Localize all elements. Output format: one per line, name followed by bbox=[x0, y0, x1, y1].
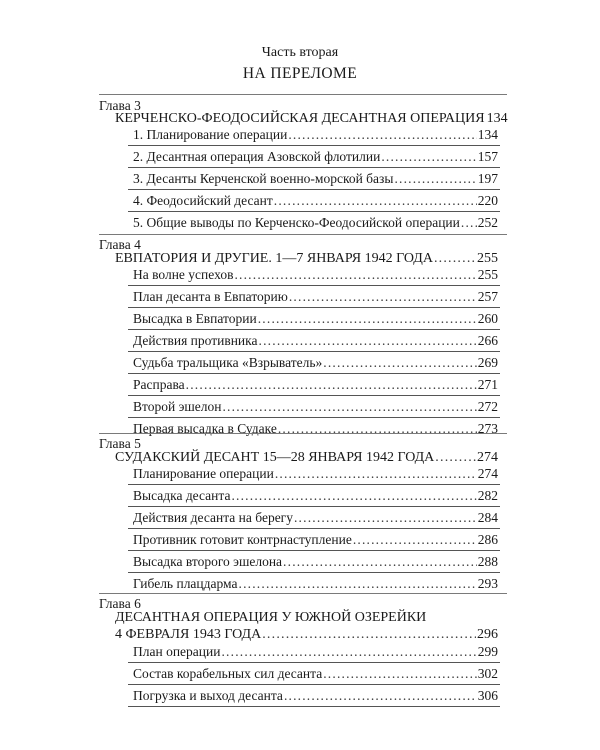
dot-leader bbox=[186, 376, 477, 394]
page-number: 273 bbox=[477, 421, 498, 436]
dot-leader bbox=[294, 509, 477, 527]
entry-title: 2. Десантная операция Азовской флотилии bbox=[133, 149, 381, 164]
divider bbox=[99, 593, 507, 594]
dot-leader bbox=[323, 665, 477, 683]
entry-title: Погрузка и выход десанта bbox=[133, 688, 283, 703]
dot-leader bbox=[353, 531, 477, 549]
toc-entry[interactable] bbox=[133, 354, 498, 372]
dot-leader bbox=[274, 192, 477, 210]
toc-entry[interactable] bbox=[133, 665, 498, 683]
divider bbox=[99, 433, 507, 434]
toc-entry[interactable] bbox=[133, 310, 498, 328]
chapter-4-label: Глава 4 bbox=[99, 237, 141, 252]
entry-underline bbox=[128, 506, 500, 507]
entry-underline bbox=[128, 189, 500, 190]
entry-underline bbox=[128, 145, 500, 146]
page-number: 286 bbox=[477, 532, 498, 547]
entry-underline bbox=[128, 373, 500, 374]
toc-entry[interactable] bbox=[133, 126, 498, 144]
entry-title: Действия десанта на берегу bbox=[133, 510, 293, 525]
entry-title: Состав корабельных сил десанта bbox=[133, 666, 323, 681]
chapter-6-label: Глава 6 bbox=[99, 596, 141, 611]
page-number: 260 bbox=[477, 311, 498, 326]
entry-title: Высадка десанта bbox=[133, 488, 231, 503]
dot-leader bbox=[258, 310, 477, 328]
page-number: 134 bbox=[486, 111, 508, 126]
entry-title: План десанта в Евпаторию bbox=[133, 289, 288, 304]
page-number: 272 bbox=[477, 399, 498, 414]
dot-leader bbox=[259, 332, 477, 350]
chapter-6-title-entry[interactable] bbox=[115, 626, 498, 644]
entry-underline bbox=[128, 395, 500, 396]
chapter-5-title: СУДАКСКИЙ ДЕСАНТ 15—28 ЯНВАРЯ 1942 ГОДА bbox=[115, 450, 435, 465]
toc-entry[interactable] bbox=[133, 575, 498, 593]
dot-leader bbox=[461, 214, 477, 232]
entry-underline bbox=[128, 417, 500, 418]
entry-underline bbox=[128, 484, 500, 485]
entry-title: Первая высадка в Судаке bbox=[133, 421, 277, 436]
page-number: 274 bbox=[477, 466, 498, 481]
entry-title: Второй эшелон bbox=[133, 399, 222, 414]
toc-entry[interactable] bbox=[133, 531, 498, 549]
toc-entry[interactable] bbox=[133, 266, 498, 284]
entry-underline bbox=[128, 550, 500, 551]
chapter-6-title-line2: 4 ФЕВРАЛЯ 1943 ГОДА bbox=[115, 627, 262, 642]
entry-underline bbox=[128, 684, 500, 685]
page-number: 255 bbox=[477, 267, 498, 282]
page-number: 269 bbox=[477, 355, 498, 370]
page-number: 284 bbox=[477, 510, 498, 525]
page-number: 288 bbox=[477, 554, 498, 569]
entry-title: 3. Десанты Керченской военно-морской базы bbox=[133, 171, 394, 186]
page-number: 296 bbox=[477, 627, 498, 642]
divider bbox=[99, 234, 507, 235]
entry-underline bbox=[128, 285, 500, 286]
chapter-4-title: ЕВПАТОРИЯ И ДРУГИЕ. 1—7 ЯНВАРЯ 1942 ГОДА bbox=[115, 251, 433, 266]
dot-leader bbox=[288, 126, 476, 144]
entry-title: Гибель плацдарма bbox=[133, 576, 238, 591]
toc-entry[interactable] bbox=[133, 643, 498, 661]
toc-entry[interactable] bbox=[133, 192, 498, 210]
chapter-5-label: Глава 5 bbox=[99, 436, 141, 451]
entry-underline bbox=[128, 706, 500, 707]
page-number: 252 bbox=[477, 215, 498, 230]
toc-entry[interactable] bbox=[133, 509, 498, 527]
entry-title: План операции bbox=[133, 644, 221, 659]
toc-entry[interactable] bbox=[133, 332, 498, 350]
page-number: 293 bbox=[477, 576, 498, 591]
entry-underline bbox=[128, 351, 500, 352]
toc-entry[interactable] bbox=[133, 465, 498, 483]
part-header bbox=[0, 44, 600, 84]
entry-underline bbox=[128, 572, 500, 573]
dot-leader bbox=[275, 465, 477, 483]
divider bbox=[99, 94, 507, 95]
entry-underline bbox=[128, 211, 500, 212]
chapter-3-label: Глава 3 bbox=[99, 98, 141, 113]
part-label: Часть вторая bbox=[261, 45, 339, 60]
entry-title: На волне успехов bbox=[133, 267, 234, 282]
page-number: 220 bbox=[477, 193, 498, 208]
dot-leader bbox=[262, 626, 476, 644]
toc-entry[interactable] bbox=[133, 214, 498, 232]
entry-title: Расправа bbox=[133, 377, 185, 392]
page-number: 157 bbox=[477, 149, 498, 164]
entry-title: 5. Общие выводы по Керченско-Феодосийской операции bbox=[133, 215, 460, 230]
page-number: 282 bbox=[477, 488, 498, 503]
entry-title: Высадка в Евпатории bbox=[133, 311, 257, 326]
dot-leader bbox=[381, 148, 476, 166]
toc-entry[interactable] bbox=[133, 398, 498, 416]
chapter-3-title: КЕРЧЕНСКО-ФЕОДОСИЙСКАЯ ДЕСАНТНАЯ ОПЕРАЦИЯ bbox=[115, 111, 485, 126]
toc-entry[interactable] bbox=[133, 487, 498, 505]
dot-leader bbox=[323, 354, 476, 372]
toc-entry[interactable] bbox=[133, 376, 498, 394]
dot-leader bbox=[234, 266, 476, 284]
page-number: 274 bbox=[477, 450, 498, 465]
entry-underline bbox=[128, 662, 500, 663]
entry-underline bbox=[128, 329, 500, 330]
dot-leader bbox=[284, 687, 477, 705]
entry-title: Действия противника bbox=[133, 333, 258, 348]
dot-leader bbox=[239, 575, 477, 593]
dot-leader bbox=[283, 553, 477, 571]
page-number: 257 bbox=[477, 289, 498, 304]
entry-underline bbox=[128, 528, 500, 529]
part-title: НА ПЕРЕЛОМЕ bbox=[242, 65, 358, 82]
chapter-6-title-line1: ДЕСАНТНАЯ ОПЕРАЦИЯ У ЮЖНОЙ ОЗЕРЕЙКИ bbox=[115, 610, 427, 625]
page-number: 271 bbox=[477, 377, 498, 392]
entry-title: Судьба тральщика «Взрыватель» bbox=[133, 355, 323, 370]
entry-title: Противник готовит контрнаступление bbox=[133, 532, 352, 547]
dot-leader bbox=[222, 398, 476, 416]
dot-leader bbox=[231, 487, 476, 505]
page-number: 266 bbox=[477, 333, 498, 348]
toc-entry[interactable] bbox=[133, 553, 498, 571]
page-number: 306 bbox=[477, 688, 498, 703]
entry-title: Высадка второго эшелона bbox=[133, 554, 283, 569]
toc-entry[interactable] bbox=[133, 687, 498, 705]
chapter-6-title-first-line bbox=[115, 609, 515, 627]
toc-entry[interactable] bbox=[133, 288, 498, 306]
entry-underline bbox=[128, 307, 500, 308]
entry-title: 4. Феодосийский десант bbox=[133, 193, 273, 208]
toc-entry[interactable] bbox=[133, 170, 498, 188]
page-number: 299 bbox=[477, 644, 498, 659]
entry-title: 1. Планирование операции bbox=[133, 127, 288, 142]
toc-entry[interactable] bbox=[133, 148, 498, 166]
page-number: 255 bbox=[477, 251, 498, 266]
entry-underline bbox=[128, 167, 500, 168]
dot-leader bbox=[221, 643, 476, 661]
page-number: 302 bbox=[477, 666, 498, 681]
dot-leader bbox=[394, 170, 476, 188]
entry-title: Планирование операции bbox=[133, 466, 274, 481]
page-number: 197 bbox=[477, 171, 498, 186]
dot-leader bbox=[289, 288, 477, 306]
page-number: 134 bbox=[477, 127, 498, 142]
